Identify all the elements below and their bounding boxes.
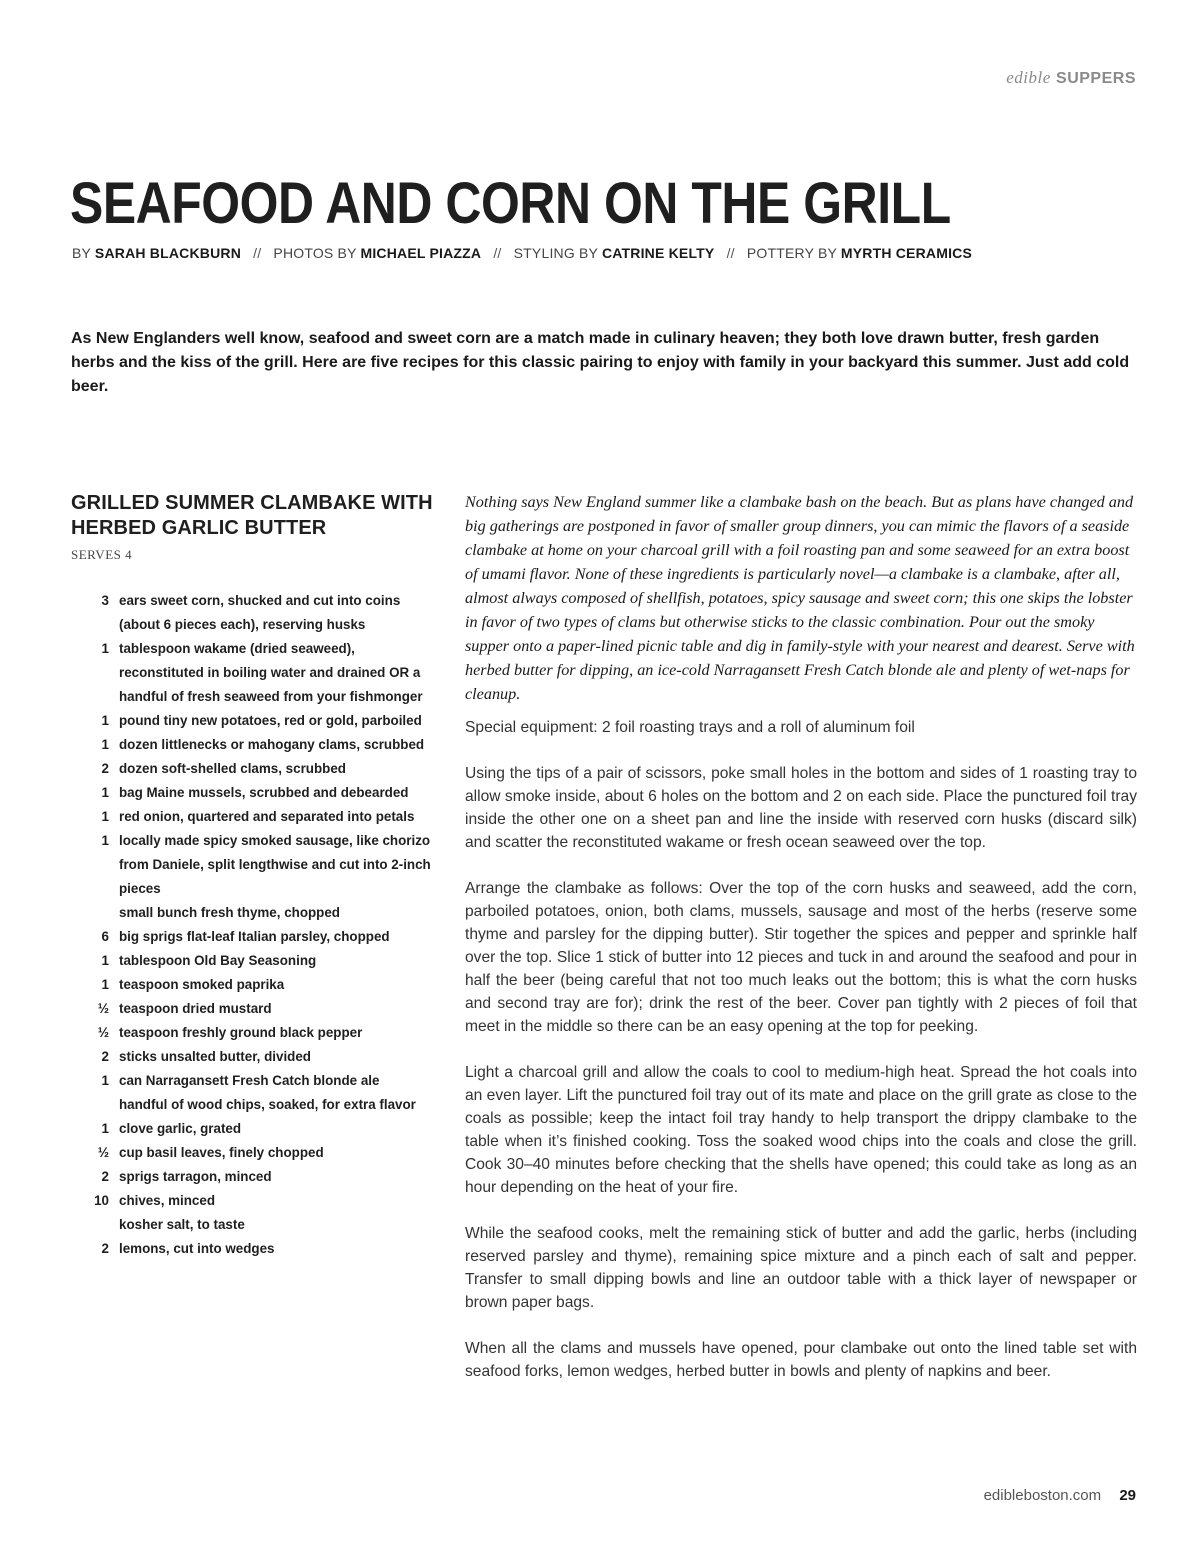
recipe-title: GRILLED SUMMER CLAMBAKE WITH HERBED GARLIC BUTTER — [71, 492, 433, 539]
ingredient-quantity: 1 — [101, 977, 109, 992]
byline-separator: // — [253, 245, 262, 261]
ingredient-text: bag Maine mussels, scrubbed and debearded — [119, 785, 409, 800]
ingredient-item — [71, 901, 451, 925]
ingredient-item — [71, 1165, 451, 1189]
ingredient-item — [71, 1117, 451, 1141]
ingredient-item — [71, 1045, 451, 1069]
ingredient-text: red onion, quartered and separated into petals — [119, 809, 415, 824]
ingredient-item — [71, 733, 451, 757]
ingredient-item — [71, 1141, 451, 1165]
ingredient-item — [71, 973, 451, 997]
recipe-step: Light a charcoal grill and allow the coals to cool to medium-high heat. Spread the hot coals into an even layer. Lift the punctured foil tray out of its mate and place on the grill grate as close to the coals as possible; keep the intact foil tray handy to help transport the drippy clambake to the table when it’s finished cooking. Toss the soaked wood chips into the coals and close the grill. Cook 30–40 minutes before checking that the shells have opened; this could take as long as an hour depending on the heat of your fire. — [465, 1064, 1137, 1196]
byline — [72, 245, 972, 261]
ingredient-text: pound tiny new potatoes, red or gold, parboiled — [119, 713, 422, 728]
page-footer — [984, 1487, 1136, 1504]
byline-author: SARAH BLACKBURN — [94, 245, 242, 261]
section-tag — [1006, 68, 1136, 88]
ingredient-text: sprigs tarragon, minced — [119, 1169, 272, 1184]
ingredient-text: tablespoon wakame (dried seaweed), reconstituted in boiling water and drained OR a handful of fresh seaweed from your fishmonger — [119, 641, 423, 704]
ingredient-quantity: 1 — [101, 713, 109, 728]
ingredient-quantity: 1 — [101, 1073, 109, 1088]
recipe-step: Using the tips of a pair of scissors, poke small holes in the bottom and sides of 1 roasting tray to allow smoke inside, about 6 holes on the bottom and 2 on each side. Place the punctured foil tray inside the other one on a sheet pan and line the inside with reserved corn husks (discard silk) and scatter the reconstituted wakame or fresh ocean seaweed over the top. — [465, 765, 1137, 851]
ingredient-text: teaspoon smoked paprika — [119, 977, 285, 992]
ingredient-item — [71, 637, 451, 709]
footer-website: edibleboston.com — [983, 1487, 1102, 1504]
ingredient-quantity — [71, 1213, 109, 1237]
ingredient-item — [71, 1069, 451, 1093]
ingredient-quantity: 2 — [101, 1049, 109, 1064]
ingredient-item — [71, 1237, 451, 1261]
ingredient-quantity: 2 — [101, 1241, 109, 1256]
recipe-steps — [465, 762, 1137, 1383]
article-intro: As New Englanders well know, seafood and sweet corn are a match made in culinary heaven; they both love drawn butter, fresh garden herbs and the kiss of the grill. Here are five recipes for this classic pairing to enjoy with family in your backyard this summer. Just add cold beer. — [71, 330, 1130, 395]
ingredient-quantity: ½ — [97, 1145, 109, 1160]
ingredient-quantity: 1 — [101, 809, 109, 824]
ingredient-item — [71, 925, 451, 949]
ingredient-quantity: 6 — [101, 929, 109, 944]
ingredient-text: teaspoon freshly ground black pepper — [119, 1025, 363, 1040]
section-name: SUPPERS — [1056, 70, 1136, 87]
ingredient-quantity: 2 — [101, 1169, 109, 1184]
recipe-sidebar — [71, 491, 451, 1261]
magazine-brand: edible — [1006, 68, 1051, 87]
ingredient-text: ears sweet corn, shucked and cut into coins (about 6 pieces each), reserving husks — [119, 593, 401, 632]
ingredient-text: locally made spicy smoked sausage, like chorizo from Daniele, split lengthwise and cut into 2-inch pieces — [119, 833, 431, 896]
ingredient-item — [71, 1093, 451, 1117]
ingredient-text: dozen littlenecks or mahogany clams, scrubbed — [119, 737, 425, 752]
ingredient-quantity: 1 — [101, 833, 109, 848]
byline-separator: // — [493, 245, 502, 261]
ingredient-quantity: ½ — [97, 1025, 109, 1040]
special-equipment: Special equipment: 2 foil roasting trays and a roll of aluminum foil — [465, 719, 915, 736]
recipe-serves: SERVES 4 — [71, 547, 133, 562]
ingredient-text: cup basil leaves, finely chopped — [119, 1145, 324, 1160]
ingredient-item — [71, 949, 451, 973]
ingredient-text: clove garlic, grated — [119, 1121, 242, 1136]
ingredient-quantity: 1 — [101, 1121, 109, 1136]
ingredient-item — [71, 589, 451, 637]
recipe-step: Arrange the clambake as follows: Over the top of the corn husks and seaweed, add the corn, parboiled potatoes, onion, both clams, mussels, sausage and most of the herbs (reserve some thyme and parsley for the dipping butter). Stir together the spices and pepper and sprinkle half over the top. Slice 1 stick of butter into 12 pieces and tuck in and around the seafood and pour in half the beer (being careful that not too much leaks out the bottom; this is what the corn husks and second tray are for); drink the rest of the beer. Cover pan tightly with 2 pieces of foil that meet in the middle so there can be an easy opening at the top for peeking. — [465, 880, 1137, 1035]
ingredient-item — [71, 1213, 451, 1237]
ingredient-item — [71, 997, 451, 1021]
ingredient-text: dozen soft-shelled clams, scrubbed — [119, 761, 346, 776]
ingredient-quantity: 1 — [101, 737, 109, 752]
article-title: SEAFOOD AND CORN ON THE GRILL — [70, 171, 951, 236]
ingredient-item — [71, 1021, 451, 1045]
ingredient-quantity: 1 — [101, 641, 109, 656]
ingredient-text: small bunch fresh thyme, chopped — [119, 905, 340, 920]
ingredient-item — [71, 757, 451, 781]
ingredient-item — [71, 1189, 451, 1213]
ingredient-item — [71, 829, 451, 901]
recipe-body — [465, 490, 1137, 1383]
ingredient-text: kosher salt, to taste — [119, 1217, 245, 1232]
byline-by-prefix: BY — [72, 245, 91, 261]
ingredient-text: tablespoon Old Bay Seasoning — [119, 953, 317, 968]
ingredient-quantity: 2 — [101, 761, 109, 776]
page-number: 29 — [1119, 1487, 1136, 1504]
byline-separator: // — [726, 245, 735, 261]
ingredient-text: can Narragansett Fresh Catch blonde ale — [119, 1073, 380, 1088]
ingredient-quantity: 3 — [101, 593, 109, 608]
byline-styling-prefix: STYLING BY — [513, 245, 598, 261]
ingredient-text: lemons, cut into wedges — [119, 1241, 275, 1256]
ingredient-quantity — [71, 1093, 109, 1117]
ingredient-quantity: 1 — [101, 953, 109, 968]
byline-photographer: MICHAEL PIAZZA — [360, 245, 482, 261]
ingredient-text: sticks unsalted butter, divided — [119, 1049, 311, 1064]
ingredient-item — [71, 781, 451, 805]
byline-stylist: CATRINE KELTY — [601, 245, 715, 261]
ingredient-quantity: 10 — [94, 1193, 109, 1208]
recipe-step: When all the clams and mussels have opened, pour clambake out onto the lined table set with seafood forks, lemon wedges, herbed butter in bowls and plenty of napkins and beer. — [465, 1340, 1137, 1380]
recipe-step: While the seafood cooks, melt the remaining stick of butter and add the garlic, herbs (including reserved parsley and thyme), remaining spice mixture and a pinch each of salt and pepper. Transfer to small dipping bowls and line an outdoor table with a thick layer of newspaper or brown paper bags. — [465, 1225, 1137, 1311]
recipe-lead: Nothing says New England summer like a clambake bash on the beach. But as plans have changed and big gatherings are postponed in favor of smaller group dinners, you can mimic the flavors of a seaside clambake at home on your charcoal grill with a foil roasting pan and some seaweed for an extra boost of umami flavor. None of these ingredients is particularly novel—a clambake is a clambake, after all, almost always composed of shellfish, potatoes, spicy sausage and sweet corn; this one skips the lobster in favor of two types of clams but otherwise sticks to the classic combination. Pour out the smoky supper onto a paper-lined picnic table and dig in family-style with your nearest and dearest. Serve with herbed butter for dipping, an ice-cold Narragansett Fresh Catch blonde ale and plenty of wet-naps for cleanup. — [465, 493, 1135, 703]
ingredient-list — [71, 589, 451, 1261]
ingredient-quantity — [71, 901, 109, 925]
ingredient-item — [71, 709, 451, 733]
ingredient-quantity: 1 — [101, 785, 109, 800]
byline-photos-prefix: PHOTOS BY — [273, 245, 357, 261]
ingredient-item — [71, 805, 451, 829]
byline-potter: MYRTH CERAMICS — [840, 245, 973, 261]
ingredient-text: chives, minced — [119, 1193, 216, 1208]
ingredient-quantity: ½ — [97, 1001, 109, 1016]
byline-pottery-prefix: POTTERY BY — [746, 245, 837, 261]
ingredient-text: teaspoon dried mustard — [119, 1001, 272, 1016]
ingredient-text: big sprigs flat-leaf Italian parsley, chopped — [119, 929, 390, 944]
ingredient-text: handful of wood chips, soaked, for extra flavor — [119, 1097, 416, 1112]
